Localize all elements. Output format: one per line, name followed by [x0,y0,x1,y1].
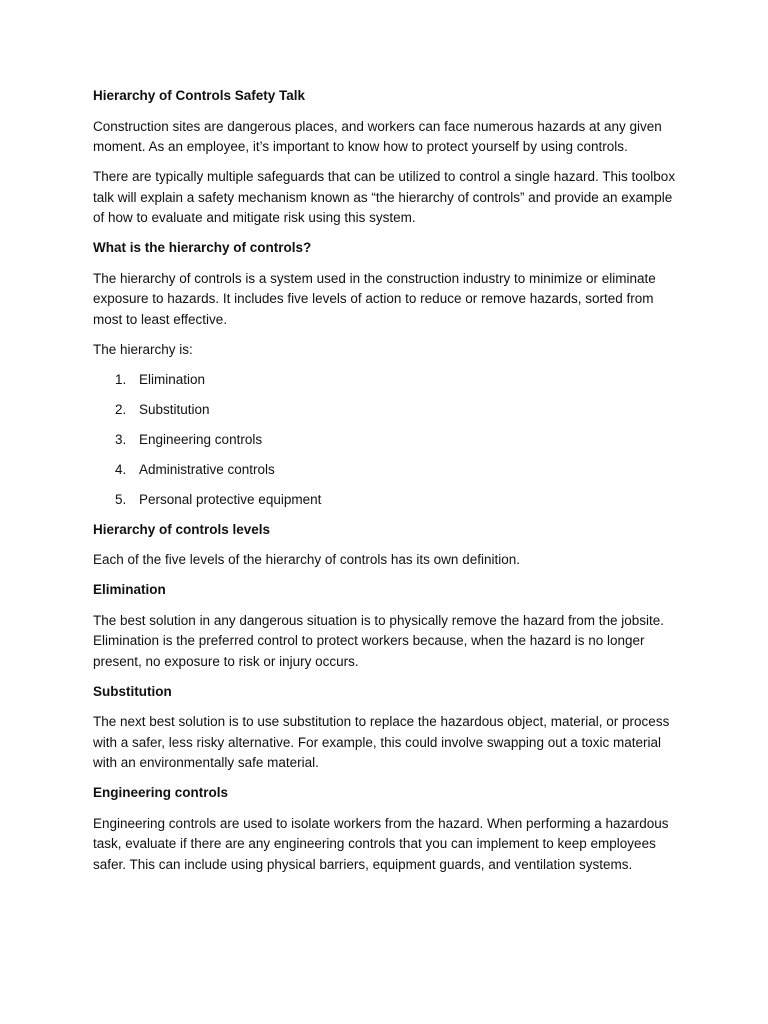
what-is-paragraph: The hierarchy of controls is a system used in the construction industry to minimize or eliminate exposure to hazards. It includes five levels of action to reduce or remove hazards, sorted from most to least effective. [93,270,656,327]
elimination-paragraph: The best solution in any dangerous situation is to physically remove the hazard from the jobsite. Elimination is the preferred control to protect workers because, when the hazard is no longer present, no exposure to risk or injury occurs. [93,612,665,669]
levels-paragraph: Each of the five levels of the hierarchy of controls has its own definition. [93,552,520,567]
list-item-text: Personal protective equipment [139,491,322,507]
document-title: Hierarchy of Controls Safety Talk [93,88,306,103]
list-item-number: 2. [115,401,127,417]
list-item-number: 3. [115,431,127,447]
substitution-paragraph: The next best solution is to use substitution to replace the hazardous object, material, or process with a safer, less risky alternative. For example, this could involve swapping out a toxic material with an environmentally safe material. [93,714,670,770]
list-item [93,490,683,511]
list-item-number: 4. [115,461,127,477]
engineering-controls-paragraph: Engineering controls are used to isolate workers from the hazard. When performing a hazardous task, evaluate if there are any engineering controls that you can implement to keep employees safer. This can include using physical barriers, equipment guards, and ventilation systems. [93,815,669,872]
section-heading-elimination: Elimination [93,582,166,597]
section-heading-substitution: Substitution [93,683,172,699]
list-item-text: Administrative controls [139,461,275,477]
list-item [93,400,683,421]
hierarchy-list [93,370,683,511]
intro-paragraph-2: There are typically multiple safeguards that can be utilized to control a single hazard. This toolbox talk will explain a safety mechanism known as “the hierarchy of controls” and provide an example of how to evaluate and mitigate risk using this system. [93,169,676,225]
list-item [93,430,683,451]
hierarchy-list-intro: The hierarchy is: [93,341,193,357]
section-heading-what-is: What is the hierarchy of controls? [93,240,312,255]
list-item [93,370,683,391]
section-heading-engineering-controls: Engineering controls [93,785,229,800]
list-item-text: Elimination [139,371,206,387]
list-item-number: 5. [115,491,127,507]
list-item-number: 1. [115,371,127,387]
list-item-text: Substitution [139,401,210,417]
intro-paragraph-1: Construction sites are dangerous places, and workers can face numerous hazards at any given moment. As an employee, it’s important to know how to protect yourself by using controls. [93,118,662,154]
list-item [93,460,683,481]
list-item-text: Engineering controls [139,431,263,447]
section-heading-levels: Hierarchy of controls levels [93,521,271,537]
document-page [93,86,683,885]
